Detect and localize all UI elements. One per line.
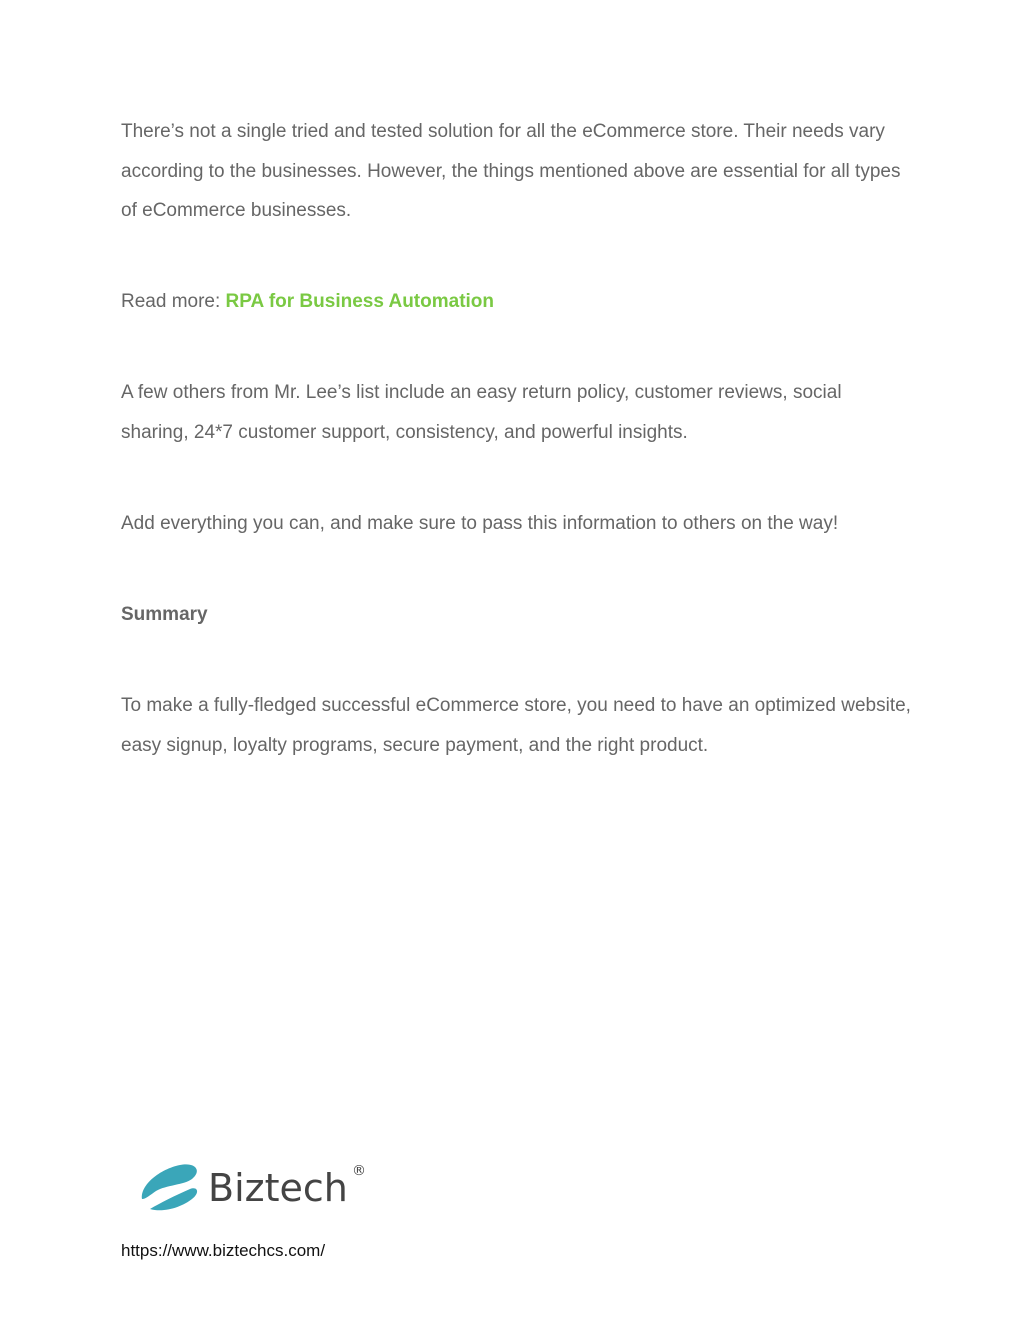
logo-swoosh-lower-icon bbox=[150, 1188, 197, 1210]
paragraph-others-list: A few others from Mr. Lee’s list include an easy return policy, customer reviews, social sharing, 24*7 customer support, consistency, and powerful insights. bbox=[121, 382, 842, 443]
biztech-logo bbox=[136, 1155, 376, 1217]
biztech-logo-graphic bbox=[136, 1155, 376, 1217]
read-more-line bbox=[121, 282, 911, 322]
logo-wordmark: Biztech bbox=[208, 1166, 348, 1210]
read-more-prefix: Read more: bbox=[121, 291, 226, 312]
summary-heading: Summary bbox=[121, 604, 208, 625]
rpa-business-automation-link[interactable]: RPA for Business Automation bbox=[225, 291, 495, 312]
logo-registered-mark: ® bbox=[352, 1163, 366, 1179]
paragraph-add-everything: Add everything you can, and make sure to pass this information to others on the way! bbox=[121, 513, 839, 534]
paragraph-intro: There’s not a single tried and tested solution for all the eCommerce store. Their needs vary according to the businesses. However, the things mentioned above are essential for all types of eCommerce businesses. bbox=[121, 121, 901, 221]
footer-url: https://www.biztechcs.com/ bbox=[121, 1241, 326, 1260]
paragraph-summary: To make a fully-fledged successful eCommerce store, you need to have an optimized website, easy signup, loyalty programs, secure payment, and the right product. bbox=[121, 695, 911, 756]
